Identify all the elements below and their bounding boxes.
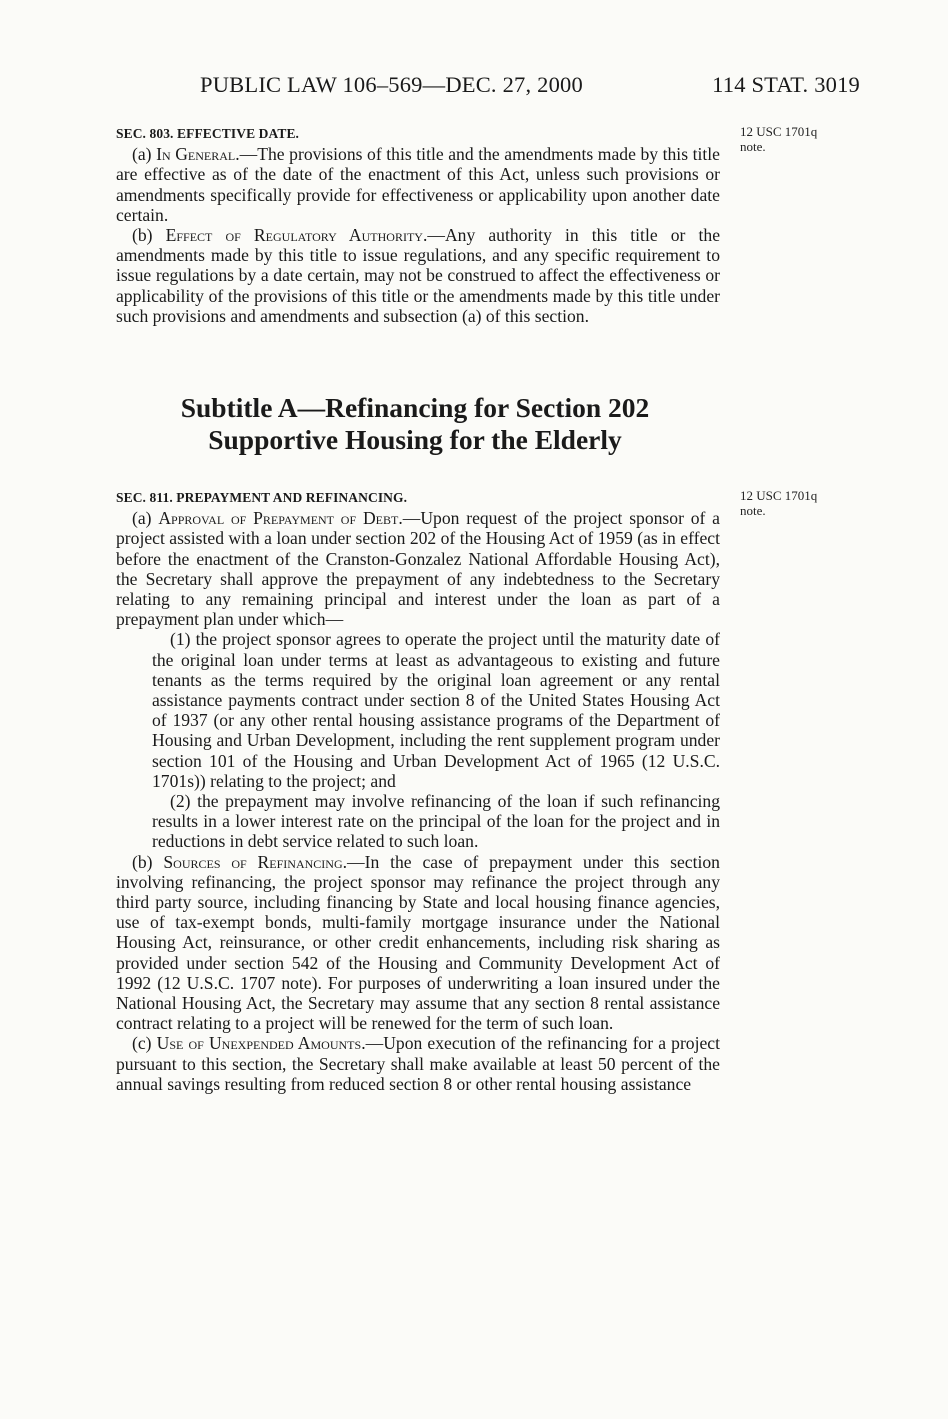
paragraph-text: (1) the project sponsor agrees to operate the project until the maturity date of the original loan under terms at least as advantageous to existing and future tenants as the terms required by the original loan agreement or any rental assistance payments contract under section 8 of the United States Housing Act of 1937 (or any other rental housing assistance programs of the Department of Housing and Urban Development, including the rent supplement program under section 101 of the Housing and Urban Development Act of 1965 (12 U.S.C. 1701s)) relating to the project; and (152, 629, 720, 791)
margin-note-line: 12 USC 1701q (740, 488, 818, 503)
subtitle-line: Subtitle A—Refinancing for Section 202 (180, 392, 650, 423)
statute-page: 114 STAT. 3019 (712, 72, 860, 97)
section-heading: SEC. 803. EFFECTIVE DATE. (116, 126, 300, 141)
paragraph-2 (116, 791, 720, 852)
margin-note-line: 12 USC 1701q (740, 124, 818, 139)
subsection-text: .—Any authority in this title or the amendments made by this title to issue regulations, and any specific requirement to issue regulations by a date certain, may not be construed to affect the effectiveness or applicability of the provisions of this title or the amendments made by this title under such provisions and amendments and subsection (a) of this section. (116, 225, 720, 326)
subsection-label: (b) (132, 851, 164, 872)
subsection-text: .—The provisions of this title and the amendments made by this title are effective as of the date of the enactment of this Act, unless such provisions or amendments specifically provide for effectiveness or applicability upon another date certain. (116, 144, 720, 225)
subsection-c (116, 1033, 720, 1094)
subsection-a (116, 508, 720, 629)
subsection-text: .—Upon execution of the refinancing for a project pursuant to this section, the Secretary shall make available at least 50 percent of the annual savings resulting from reduced section 8 or other rental housing assistance (116, 1033, 720, 1094)
subsection-text: .—Upon request of the project sponsor of a project assisted with a loan under section 202 of the Housing Act of 1959 (as in effect before the enactment of the Cranston-Gonzalez National Affordable Housing Act), the Secretary shall approve the prepayment of any indebtedness to the Secretary relating to any remaining principal and interest under the loan as part of a prepayment plan under which— (116, 508, 720, 630)
margin-note-line: note. (740, 503, 766, 518)
subsection-caption: Sources of Refinancing (163, 851, 343, 872)
law-citation: PUBLIC LAW 106–569—DEC. 27, 2000 (200, 72, 583, 97)
paragraph-text: (2) the prepayment may involve refinancing of the loan if such refinancing results in a lower interest rate on the principal of the loan for the project and in reductions in debt service related to such loan. (152, 791, 720, 852)
subsection-label: (b) (132, 225, 166, 246)
margin-note-sec803 (740, 124, 860, 154)
subsection-label: (a) (132, 508, 159, 529)
subsection-label: (a) (132, 144, 157, 165)
margin-note-sec811 (740, 488, 860, 518)
subsection-a (116, 144, 720, 225)
paragraph-1 (116, 629, 720, 791)
section-803 (116, 124, 720, 326)
subtitle-line: Supportive Housing for the Elderly (208, 424, 622, 455)
subsection-caption: Approval of Prepayment of Debt (158, 508, 399, 529)
subtitle-heading (60, 392, 770, 456)
margin-note-line: note. (740, 139, 766, 154)
subsection-b (116, 225, 720, 326)
section-811 (116, 488, 720, 1094)
subsection-caption: Use of Unexpended Amounts (156, 1033, 362, 1054)
subsection-caption: In General (156, 144, 236, 165)
subsection-label: (c) (132, 1033, 157, 1054)
subsection-text: .—In the case of prepayment under this section involving refinancing, the project sponsor may refinance the project through any third party source, including financing by State and local housing finance agencies, use of tax-exempt bonds, multi-family mortgage insurance under the National Housing Act, reinsurance, or other credit enhancements, including risk sharing as provided under section 542 of the Housing and Community Development Act of 1992 (12 U.S.C. 1707 note). For purposes of underwriting a loan insured under the National Housing Act, the Secretary may assume that any section 8 rental assistance contract relating to a project will be renewed for the term of such loan. (116, 851, 720, 1034)
section-heading: SEC. 811. PREPAYMENT AND REFINANCING. (116, 490, 408, 505)
subsection-b (116, 852, 720, 1034)
subsection-caption: Effect of Regulatory Authority (165, 225, 423, 246)
